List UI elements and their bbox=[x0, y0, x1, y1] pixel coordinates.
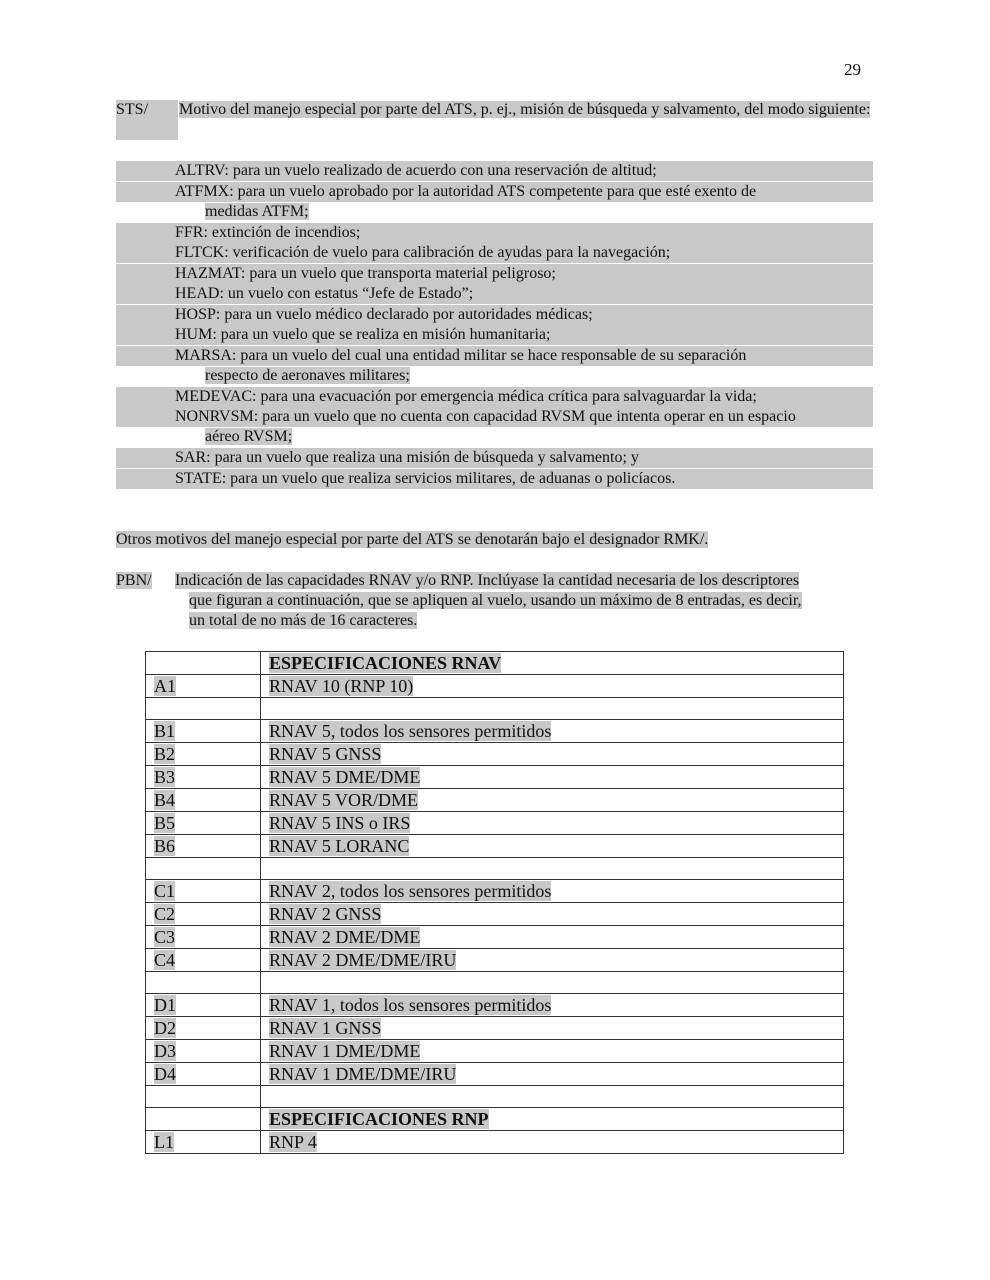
table-row bbox=[146, 949, 844, 972]
sts-item bbox=[116, 305, 873, 325]
table-row bbox=[146, 926, 844, 949]
table-row bbox=[146, 1040, 844, 1063]
table-row bbox=[146, 720, 844, 743]
designator-cell: C4 bbox=[146, 949, 261, 972]
sts-item-text: MEDEVAC: para una evacuación por emergencia médica crítica para salvaguardar la vida; bbox=[116, 387, 873, 407]
pbn-line-1: Indicación de las capacidades RNAV y/o RNP. Inclúyase la cantidad necesaria de los descriptores bbox=[175, 572, 800, 589]
table-header-row bbox=[146, 652, 844, 675]
designator-cell: B5 bbox=[146, 812, 261, 835]
sts-item-text: HAZMAT: para un vuelo que transporta material peligroso; bbox=[116, 264, 873, 284]
specification-cell: RNAV 5 INS o IRS bbox=[261, 812, 844, 835]
sts-item-text: HEAD: un vuelo con estatus “Jefe de Estado”; bbox=[116, 284, 873, 304]
designator-cell: B2 bbox=[146, 743, 261, 766]
sts-item bbox=[116, 223, 873, 243]
sts-item bbox=[116, 264, 873, 284]
page-number: 29 bbox=[844, 60, 861, 79]
designator-cell: B4 bbox=[146, 789, 261, 812]
designator-cell: C2 bbox=[146, 903, 261, 926]
table-row bbox=[146, 789, 844, 812]
sts-description: Motivo del manejo especial por parte del ATS, p. ej., misión de búsqueda y salvamento, del modo siguiente: bbox=[179, 101, 871, 118]
designator-cell: C1 bbox=[146, 880, 261, 903]
sts-item-text: NONRVSM: para un vuelo que no cuenta con capacidad RVSM que intenta operar en un espacio bbox=[116, 407, 873, 427]
table-spacer-row bbox=[146, 972, 844, 994]
pbn-description bbox=[175, 571, 873, 631]
specification-cell: RNAV 1 GNSS bbox=[261, 1017, 844, 1040]
specification-cell: RNAV 2 DME/DME bbox=[261, 926, 844, 949]
specification-cell: RNAV 5 VOR/DME bbox=[261, 789, 844, 812]
designator-cell: D3 bbox=[146, 1040, 261, 1063]
specification-cell: ESPECIFICACIONES RNAV bbox=[261, 652, 844, 675]
designator-cell: B3 bbox=[146, 766, 261, 789]
sts-label: STS/ bbox=[116, 100, 178, 140]
table-row bbox=[146, 1017, 844, 1040]
designator-cell bbox=[146, 858, 261, 880]
specification-cell: RNAV 5 LORANC bbox=[261, 835, 844, 858]
sts-item-text: ATFMX: para un vuelo aprobado por la autoridad ATS competente para que esté exento de bbox=[116, 182, 873, 202]
designator-cell bbox=[146, 972, 261, 994]
designator-cell: A1 bbox=[146, 675, 261, 698]
table-spacer-row bbox=[146, 858, 844, 880]
sts-item-text: FLTCK: verificación de vuelo para calibración de ayudas para la navegación; bbox=[116, 243, 873, 263]
table-row bbox=[146, 743, 844, 766]
sts-item bbox=[116, 161, 873, 181]
designator-cell: L1 bbox=[146, 1131, 261, 1154]
specification-cell: ESPECIFICACIONES RNP bbox=[261, 1108, 844, 1131]
sts-item-continuation: respecto de aeronaves militares; bbox=[205, 366, 410, 384]
sts-item bbox=[116, 243, 873, 263]
specification-cell: RNAV 1 DME/DME/IRU bbox=[261, 1063, 844, 1086]
sts-item bbox=[116, 448, 873, 468]
other-reasons-text: Otros motivos del manejo especial por parte del ATS se denotarán bajo el designador RMK/. bbox=[116, 531, 709, 548]
table-row bbox=[146, 880, 844, 903]
sts-item-text: MARSA: para un vuelo del cual una entidad militar se hace responsable de su separación bbox=[116, 346, 873, 366]
designator-cell: D1 bbox=[146, 994, 261, 1017]
specification-cell bbox=[261, 698, 844, 720]
sts-item bbox=[116, 284, 873, 304]
sts-item bbox=[116, 325, 873, 345]
designator-cell bbox=[146, 698, 261, 720]
specification-cell: RNAV 5, todos los sensores permitidos bbox=[261, 720, 844, 743]
sts-item-text: FFR: extinción de incendios; bbox=[116, 223, 873, 243]
sts-item-text: HUM: para un vuelo que se realiza en misión humanitaria; bbox=[116, 325, 873, 345]
designator-cell: C3 bbox=[146, 926, 261, 949]
pbn-label: PBN/ bbox=[116, 572, 152, 589]
designator-cell: B1 bbox=[146, 720, 261, 743]
sts-item-continuation: medidas ATFM; bbox=[205, 202, 309, 220]
table-spacer-row bbox=[146, 1086, 844, 1108]
specification-cell: RNP 4 bbox=[261, 1131, 844, 1154]
sts-item bbox=[116, 387, 873, 407]
specification-cell: RNAV 5 GNSS bbox=[261, 743, 844, 766]
sts-item bbox=[116, 182, 873, 222]
specification-cell: RNAV 2 DME/DME/IRU bbox=[261, 949, 844, 972]
specification-cell: RNAV 10 (RNP 10) bbox=[261, 675, 844, 698]
sts-item-text: HOSP: para un vuelo médico declarado por autoridades médicas; bbox=[116, 305, 873, 325]
specification-cell bbox=[261, 1086, 844, 1108]
table-row bbox=[146, 675, 844, 698]
specification-cell bbox=[261, 858, 844, 880]
designator-cell bbox=[146, 1108, 261, 1131]
specification-cell: RNAV 1 DME/DME bbox=[261, 1040, 844, 1063]
sts-item-text: SAR: para un vuelo que realiza una misión de búsqueda y salvamento; y bbox=[116, 448, 873, 468]
table-spacer-row bbox=[146, 698, 844, 720]
rnav-specifications-table bbox=[145, 651, 844, 1154]
specification-cell: RNAV 2, todos los sensores permitidos bbox=[261, 880, 844, 903]
table-row bbox=[146, 1063, 844, 1086]
designator-cell: D4 bbox=[146, 1063, 261, 1086]
sts-item bbox=[116, 407, 873, 447]
table-row bbox=[146, 835, 844, 858]
pbn-line-2: que figuran a continuación, que se apliquen al vuelo, usando un máximo de 8 entradas, es decir, bbox=[189, 592, 802, 609]
table-row bbox=[146, 766, 844, 789]
table-header-row bbox=[146, 1108, 844, 1131]
sts-item-text: STATE: para un vuelo que realiza servicios militares, de aduanas o policíacos. bbox=[116, 469, 873, 489]
specification-cell: RNAV 2 GNSS bbox=[261, 903, 844, 926]
pbn-line-3: un total de no más de 16 caracteres. bbox=[189, 612, 418, 629]
sts-item-continuation: aéreo RVSM; bbox=[205, 428, 293, 445]
sts-item-text: ALTRV: para un vuelo realizado de acuerdo con una reservación de altitud; bbox=[116, 161, 873, 181]
specification-cell bbox=[261, 972, 844, 994]
sts-item bbox=[116, 346, 873, 386]
table-row bbox=[146, 812, 844, 835]
table-row bbox=[146, 994, 844, 1017]
specification-cell: RNAV 5 DME/DME bbox=[261, 766, 844, 789]
sts-item bbox=[116, 469, 873, 489]
designator-cell: D2 bbox=[146, 1017, 261, 1040]
designator-cell bbox=[146, 652, 261, 675]
table-row bbox=[146, 903, 844, 926]
table-row bbox=[146, 1131, 844, 1154]
designator-cell: B6 bbox=[146, 835, 261, 858]
specification-cell: RNAV 1, todos los sensores permitidos bbox=[261, 994, 844, 1017]
designator-cell bbox=[146, 1086, 261, 1108]
